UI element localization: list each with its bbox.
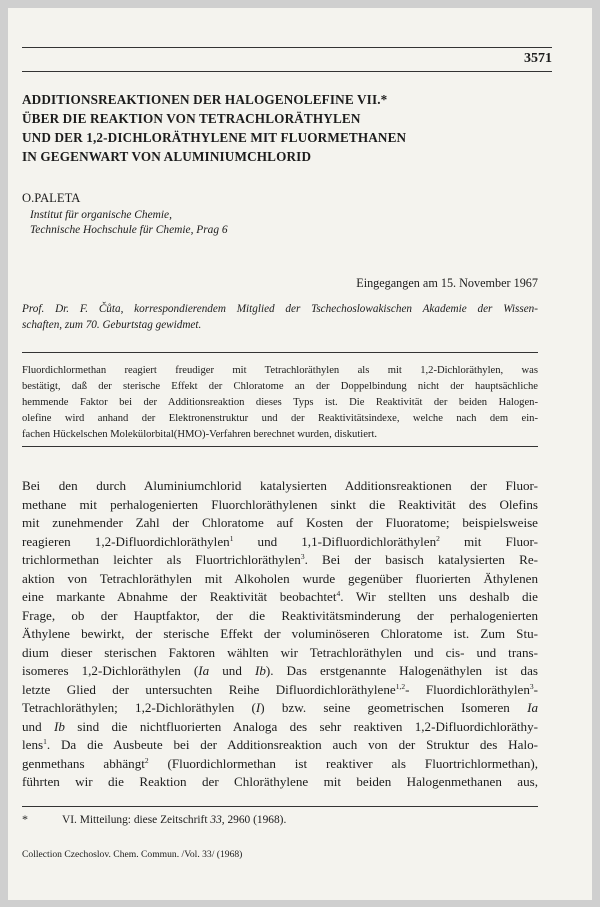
body-line: eine markante Abnahme der Reaktivität beobachtet$^4$. Wir stellten uns deshalb die: [22, 589, 538, 604]
body-text: [22, 477, 538, 792]
body-line: lens$^1$. Da die Ausbeute bei der Additionsreaktion auch von der Struktur des Halo-: [22, 737, 538, 752]
author-name: O.PALETA: [22, 191, 81, 205]
footnote-mark: *: [22, 812, 28, 826]
citation: 3: [300, 552, 305, 561]
abstract-line: fachen Hückelschen Molekülorbital(HMO)-Verfahren berechnet wurden, diskutiert.: [22, 429, 378, 440]
header-rule-lower: [22, 71, 552, 72]
title-line: ADDITIONSREAKTIONEN DER HALOGENOLEFINE VII.*: [22, 92, 388, 107]
journal-citation: Collection Czechoslov. Chem. Commun. /Vol. 33/ (1968): [22, 849, 243, 860]
received-date: Eingegangen am 15. November 1967: [356, 276, 538, 290]
citation: 1: [43, 737, 47, 746]
title-line: IN GEGENWART VON ALUMINIUMCHLORID: [22, 149, 312, 164]
body-line: aktion von Tetrachloräthylen mit Alkoholen wurde gegenüber fluorierten Äthylenen: [22, 570, 538, 586]
footnote-rule: [22, 806, 538, 807]
citation: 4: [336, 589, 341, 598]
abstract-line: Fluordichlormethan reagiert freudiger mit Tetrachloräthylen als mit 1,2-Dichloräthylen, was: [22, 365, 538, 376]
citation: 2: [144, 755, 149, 765]
abstract-top-rule: [22, 352, 538, 353]
abstract-line: olefine wird anhand der Elektronenstruktur und der Reaktivitätsindexe, welche nach dem ein-: [22, 413, 538, 424]
citation: 1: [229, 533, 234, 543]
body-line: mit zunehmender Zahl der Chloratome auf Kosten der Fluoratome; beispielsweise: [22, 515, 538, 530]
body-line: reagieren 1,2-Difluordichloräthylen$^1$ und 1,1-Difluordichloräthylen$^2$ mit Fluor-: [22, 533, 539, 549]
dedication-line: schaften, zum 70. Geburtstag gewidmet.: [22, 319, 202, 331]
institution-line: Technische Hochschule für Chemie, Prag 6: [30, 224, 228, 236]
dedication: [22, 301, 538, 333]
citation: 3: [529, 681, 534, 691]
author-institution: [30, 208, 228, 238]
title-line: UND DER 1,2-DICHLORÄTHYLENE MIT FLUORMETHANEN: [22, 130, 407, 145]
page-number: 3571: [524, 51, 552, 66]
abstract-line: bestätigt, daß der sterische Effekt der Chloratome an der Doppelbindung nicht der hauptsächliche: [22, 381, 538, 392]
title-line: ÜBER DIE REAKTION VON TETRACHLORÄTHYLEN: [22, 111, 361, 126]
footnote-text: VI. Mitteilung: diese Zeitschrift 33, 2960 (1968).: [62, 814, 287, 826]
body-line: genmethans abhängt$^2$ (Fluordichlormethan ist reaktiver als Fluortrichlormethan),: [22, 755, 538, 771]
citation: 1,2: [395, 681, 406, 691]
abstract-bottom-rule: [22, 446, 538, 447]
body-line: letzte Glied der untersuchten Reihe Difluordichloräthylene$^{1,2}$- Fluordichloräthylen$^3$-: [22, 681, 539, 697]
body-line: und Ib sind die nichtfluorierten Analoga des sehr reaktiven 1,2-Difluordichloräthy-: [22, 718, 538, 734]
body-line: Frage, ob der Hauptfaktor, der die Reaktivitätsminderung der perhalogenierten: [22, 607, 538, 623]
body-line: Äthylene bewirkt, der sterische Effekt der voluminöseren Chloratome ist. Zum Stu-: [22, 626, 538, 641]
body-line: trichlormethan leichter als Fluortrichloräthylen$^3$. Bei der basisch katalysierten Re-: [22, 552, 538, 567]
article-title: [22, 90, 562, 166]
journal-page: [8, 8, 592, 900]
body-line: isomeres 1,2-Dichloräthylen (Ia und Ib). Das erstgenannte Halogenäthylen ist das: [22, 663, 539, 678]
citation: 2: [436, 533, 440, 543]
abstract: [22, 363, 538, 443]
body-line: Bei den durch Aluminiumchlorid katalysierten Additionsreaktionen der Fluor-: [22, 478, 538, 493]
body-line: Tetrachloräthylen; 1,2-Dichloräthylen (I) bzw. seine geometrischen Isomeren Ia: [22, 700, 538, 715]
body-line: dium dieser sterischen Faktoren wählten wir Tetrachloräthylen und cis- und trans-: [22, 644, 538, 660]
dedication-line: Prof. Dr. F. Čůta, korrespondierendem Mitglied der Tschechoslowakischen Akademie der Wissen-: [22, 303, 538, 315]
body-line: methane mit perhalogenierten Fluorchloräthylenen sinkt die Reaktivität des Olefins: [22, 496, 538, 512]
body-line: führten wir die Reaktion der Chloräthylene mit beiden Halogenmethanen aus,: [22, 774, 538, 789]
institution-line: Institut für organische Chemie,: [30, 209, 172, 221]
abstract-line: hemmende Faktor bei der Additionsreaktion dieses Typs ist. Die Reaktivität der beiden Halogen-: [22, 397, 538, 408]
header-rule: [22, 47, 552, 48]
